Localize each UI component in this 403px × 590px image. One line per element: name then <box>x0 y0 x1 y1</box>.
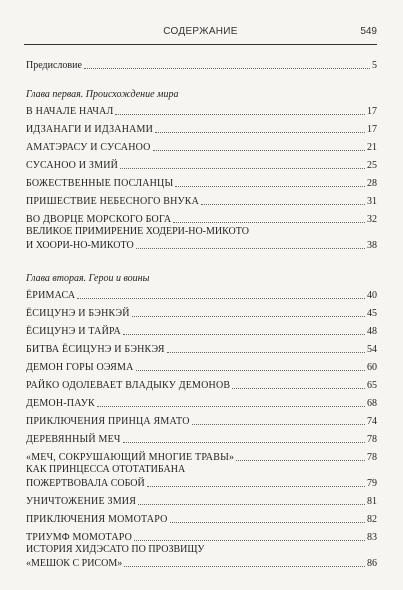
dot-leader <box>155 132 365 133</box>
dot-leader <box>232 388 365 389</box>
toc-entry[interactable] <box>26 356 377 374</box>
toc-entry[interactable] <box>26 374 377 392</box>
toc-entry-page: 25 <box>367 160 377 171</box>
running-header <box>24 22 377 45</box>
toc-entry-page: 17 <box>367 124 377 135</box>
dot-leader <box>170 522 365 523</box>
toc-entry-label: «МЕЧ, СОКРУШАЮЩИЙ МНОГИЕ ТРАВЫ» <box>26 452 235 463</box>
toc-entry[interactable] <box>26 284 377 302</box>
toc-entry-page: 5 <box>372 60 377 71</box>
toc-entry-page: 83 <box>367 532 377 543</box>
toc-entry-label: В НАЧАЛЕ НАЧАЛ <box>26 106 114 117</box>
toc-entry[interactable] <box>26 136 377 154</box>
toc-entry-label: ПРИШЕСТВИЕ НЕБЕСНОГО ВНУКА <box>26 196 200 207</box>
chapter-heading: Глава вторая. Герои и воины <box>26 273 150 284</box>
toc-entry-page: 65 <box>367 380 377 391</box>
toc-entry-label-line1: КАК ПРИНЦЕССА ОТОТАТИБАНА <box>26 464 186 475</box>
toc-entry-page: 38 <box>367 240 377 251</box>
dot-leader <box>175 186 365 187</box>
toc-entry-label-line2: И ХООРИ-НО-МИКОТО <box>26 240 134 251</box>
dot-leader <box>123 334 365 335</box>
toc-entry[interactable] <box>26 100 377 118</box>
dot-leader <box>236 460 365 461</box>
toc-entry[interactable] <box>26 428 377 446</box>
dot-leader <box>84 68 370 69</box>
dot-leader <box>132 316 365 317</box>
header-title: СОДЕРЖАНИЕ <box>163 26 238 37</box>
toc-entry-label: БОЖЕСТВЕННЫЕ ПОСЛАНЦЫ <box>26 178 174 189</box>
dot-leader <box>120 168 365 169</box>
toc-entry[interactable] <box>26 154 377 172</box>
toc-entry[interactable] <box>26 338 377 356</box>
dot-leader <box>147 486 365 487</box>
toc-entry-page: 28 <box>367 178 377 189</box>
toc-entry-multiline[interactable] <box>26 464 377 490</box>
toc-entry-label: СУСАНОО И ЗМИЙ <box>26 160 119 171</box>
toc-entry-page: 17 <box>367 106 377 117</box>
dot-leader <box>115 114 365 115</box>
toc-entry-page: 78 <box>367 434 377 445</box>
toc-entry-page: 82 <box>367 514 377 525</box>
toc-entry-label-line1: ИСТОРИЯ ХИДЭСАТО ПО ПРОЗВИЩУ <box>26 544 205 555</box>
toc-entry-label: ЁРИМАСА <box>26 290 76 301</box>
chapter2-entries <box>26 284 377 464</box>
dot-leader <box>97 406 365 407</box>
toc-entry[interactable] <box>26 190 377 208</box>
toc-entry[interactable] <box>26 208 377 226</box>
toc-entry-label: ЁСИЦУНЭ И БЭНКЭЙ <box>26 308 130 319</box>
toc-entry[interactable] <box>26 118 377 136</box>
toc-entry-page: 31 <box>367 196 377 207</box>
chapter1-entries <box>26 100 377 226</box>
toc-entry-page: 74 <box>367 416 377 427</box>
toc-entry-page: 79 <box>367 478 377 489</box>
toc-entry-label: ДЕМОН-ПАУК <box>26 398 95 409</box>
dot-leader <box>192 424 365 425</box>
chapter-heading: Глава первая. Происхождение мира <box>26 89 179 100</box>
toc-entry[interactable] <box>26 508 377 526</box>
dot-leader <box>136 370 365 371</box>
toc-entry[interactable] <box>26 490 377 508</box>
toc-entry-label: РАЙКО ОДОЛЕВАЕТ ВЛАДЫКУ ДЕМОНОВ <box>26 380 231 391</box>
toc-entry-page: 40 <box>367 290 377 301</box>
dot-leader <box>136 248 365 249</box>
toc-entry[interactable] <box>26 302 377 320</box>
toc-entry-multiline[interactable] <box>26 226 377 252</box>
toc-entry-page: 68 <box>367 398 377 409</box>
dot-leader <box>167 352 365 353</box>
toc-entry-page: 32 <box>367 214 377 225</box>
table-of-contents <box>26 54 377 570</box>
dot-leader <box>173 222 365 223</box>
dot-leader <box>138 504 365 505</box>
toc-entry-label: ЁСИЦУНЭ И ТАЙРА <box>26 326 121 337</box>
page-number: 549 <box>360 26 377 37</box>
toc-entry-label: АМАТЭРАСУ И СУСАНОО <box>26 142 151 153</box>
dot-leader <box>201 204 365 205</box>
toc-entry-page: 45 <box>367 308 377 319</box>
toc-entry-label: ВО ДВОРЦЕ МОРСКОГО БОГА <box>26 214 172 225</box>
toc-entry[interactable] <box>26 172 377 190</box>
chapter2-entries-b <box>26 490 377 544</box>
toc-entry-label: ДЕМОН ГОРЫ ОЭЯМА <box>26 362 134 373</box>
dot-leader <box>124 566 365 567</box>
dot-leader <box>134 540 365 541</box>
toc-entry[interactable] <box>26 410 377 428</box>
toc-entry-label: ПРИКЛЮЧЕНИЯ МОМОТАРО <box>26 514 168 525</box>
toc-entry-label-line1: ВЕЛИКОЕ ПРИМИРЕНИЕ ХОДЕРИ-НО-МИКОТО <box>26 226 249 237</box>
toc-entry-page: 78 <box>367 452 377 463</box>
toc-entry-label: ТРИУМФ МОМОТАРО <box>26 532 133 543</box>
toc-entry-label-line2: ПОЖЕРТВОВАЛА СОБОЙ <box>26 478 145 489</box>
toc-entry-preface[interactable] <box>26 54 377 72</box>
toc-entry-label: ПРИКЛЮЧЕНИЯ ПРИНЦА ЯМАТО <box>26 416 190 427</box>
toc-entry-label: БИТВА ЁСИЦУНЭ И БЭНКЭЯ <box>26 344 165 355</box>
toc-entry[interactable] <box>26 446 377 464</box>
toc-entry-label: Предисловие <box>26 60 82 71</box>
toc-entry-page: 21 <box>367 142 377 153</box>
dot-leader <box>153 150 366 151</box>
toc-entry-page: 86 <box>367 558 377 569</box>
toc-entry[interactable] <box>26 392 377 410</box>
toc-entry-label: ИДЗАНАГИ И ИДЗАНАМИ <box>26 124 154 135</box>
toc-entry-multiline[interactable] <box>26 544 377 570</box>
toc-entry-page: 54 <box>367 344 377 355</box>
toc-entry-label: УНИЧТОЖЕНИЕ ЗМИЯ <box>26 496 137 507</box>
toc-entry[interactable] <box>26 320 377 338</box>
toc-entry-page: 48 <box>367 326 377 337</box>
dot-leader <box>77 298 365 299</box>
toc-entry-page: 60 <box>367 362 377 373</box>
toc-entry-label-line2: «МЕШОК С РИСОМ» <box>26 558 123 569</box>
dot-leader <box>123 442 365 443</box>
toc-entry-label: ДЕРЕВЯННЫЙ МЕЧ <box>26 434 121 445</box>
toc-entry-page: 81 <box>367 496 377 507</box>
toc-entry[interactable] <box>26 526 377 544</box>
